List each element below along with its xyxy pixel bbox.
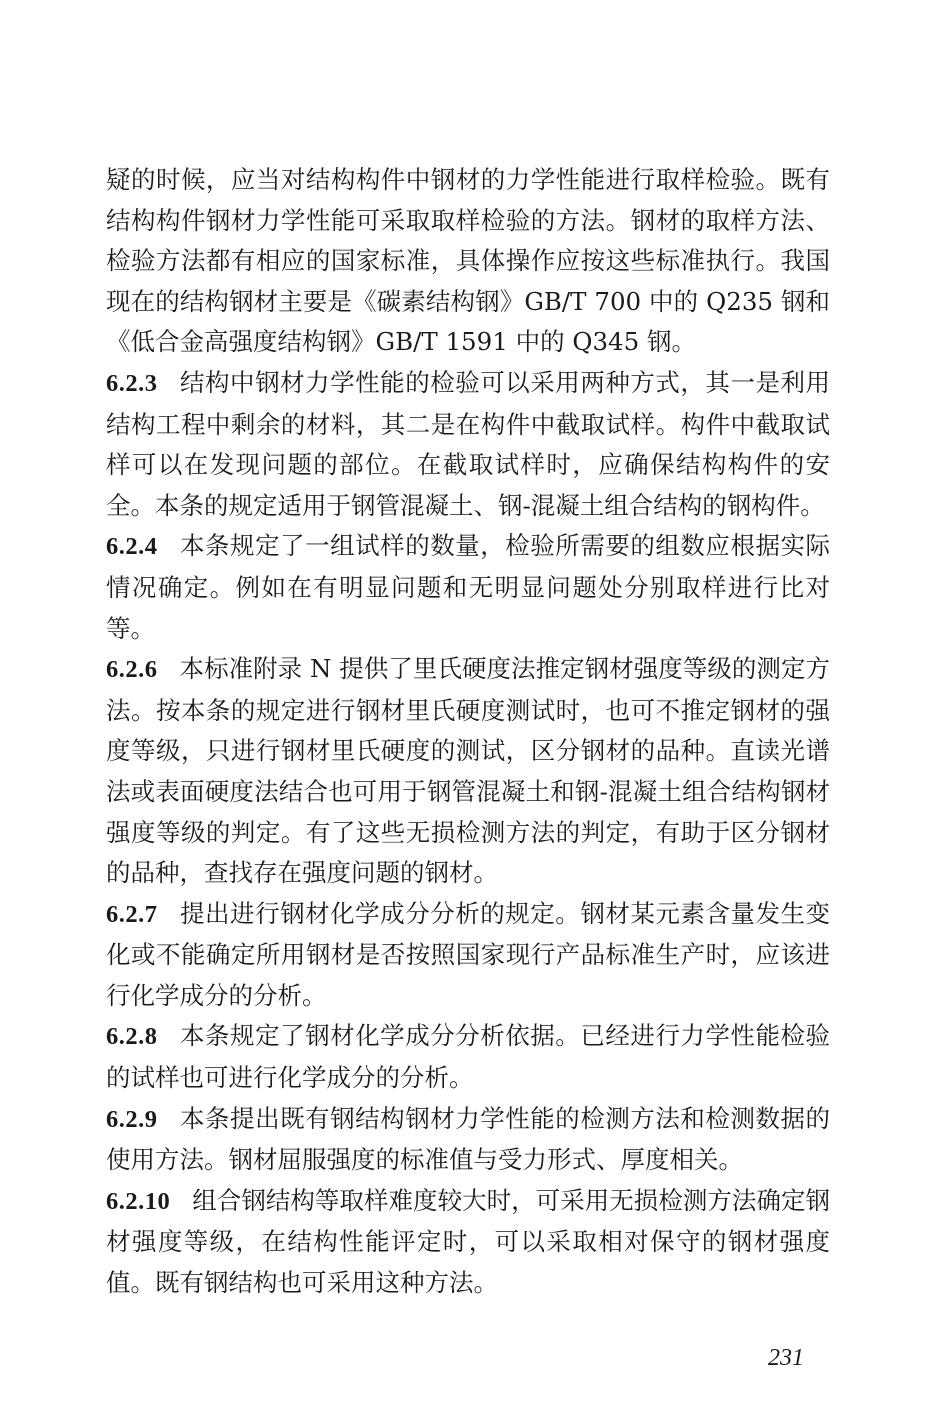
paragraph-text: 组合钢结构等取样难度较大时，可采用无损检测方法确定钢材强度等级，在结构性能评定时，可以采取相对保守的钢材强度值。既有钢结构也可采用这种方法。 — [106, 1185, 830, 1298]
paragraph-text: 本条提出既有钢结构钢材力学性能的检测方法和检测数据的使用方法。钢材屈服强度的标准值与受力形式、厚度相关。 — [106, 1103, 830, 1175]
clause-6-2-8 — [106, 1016, 830, 1098]
clause-6-2-6 — [106, 649, 830, 894]
clause-6-2-3 — [106, 363, 830, 526]
clause-number: 6.2.6 — [106, 656, 158, 684]
page-number: 231 — [768, 1345, 804, 1371]
clause-number: 6.2.9 — [106, 1105, 158, 1133]
clause-6-2-9 — [106, 1099, 830, 1181]
clause-6-2-7 — [106, 894, 830, 1017]
paragraph-text: 提出进行钢材化学成分分析的规定。钢材某元素含量发生变化或不能确定所用钢材是否按照国家现行产品标准生产时，应该进行化学成分的分析。 — [106, 898, 830, 1010]
paragraph-text: 本条规定了钢材化学成分分析依据。已经进行力学性能检验的试样也可进行化学成分的分析。 — [106, 1021, 830, 1093]
clause-6-2-10 — [106, 1181, 830, 1304]
clause-6-2-4 — [106, 526, 830, 649]
clause-number: 6.2.7 — [106, 900, 158, 928]
paragraph-text: 结构中钢材力学性能的检验可以采用两种方式，其一是利用结构工程中剩余的材料，其二是在构件中截取试样。构件中截取试样可以在发现问题的部位。在截取试样时，应确保结构构件的安全。本条的规定适用于钢管混凝土、钢-混凝土组合结构的钢构件。 — [106, 367, 830, 520]
paragraph-text: 本条规定了一组试样的数量，检验所需要的组数应根据实际情况确定。例如在有明显问题和无明显问题处分别取样进行比对等。 — [106, 531, 830, 643]
paragraph-text: 疑的时候，应当对结构构件中钢材的力学性能进行取样检验。既有结构构件钢材力学性能可采取取样检验的方法。钢材的取样方法、检验方法都有相应的国家标准，具体操作应按这些标准执行。我国现在的结构钢材主要是《碳素结构钢》GB/T 700 中的 Q235 钢和《低合金高强度结构钢》GB/T 1591 中的 Q345 钢。 — [106, 165, 830, 357]
clause-number: 6.2.4 — [106, 533, 158, 561]
paragraph-continued — [106, 160, 830, 363]
clause-number: 6.2.3 — [106, 369, 158, 397]
page-body — [106, 160, 830, 1304]
clause-number: 6.2.8 — [106, 1023, 158, 1051]
paragraph-text: 本标准附录 N 提供了里氏硬度法推定钢材强度等级的测定方法。按本条的规定进行钢材里氏硬度测试时，也可不推定钢材的强度等级，只进行钢材里氏硬度的测试，区分钢材的品种。直读光谱法或表面硬度法结合也可用于钢管混凝土和钢-混凝土组合结构钢材强度等级的判定。有了这些无损检测方法的判定，有助于区分钢材的品种，查找存在强度问题的钢材。 — [106, 654, 830, 888]
clause-number: 6.2.10 — [106, 1187, 171, 1215]
